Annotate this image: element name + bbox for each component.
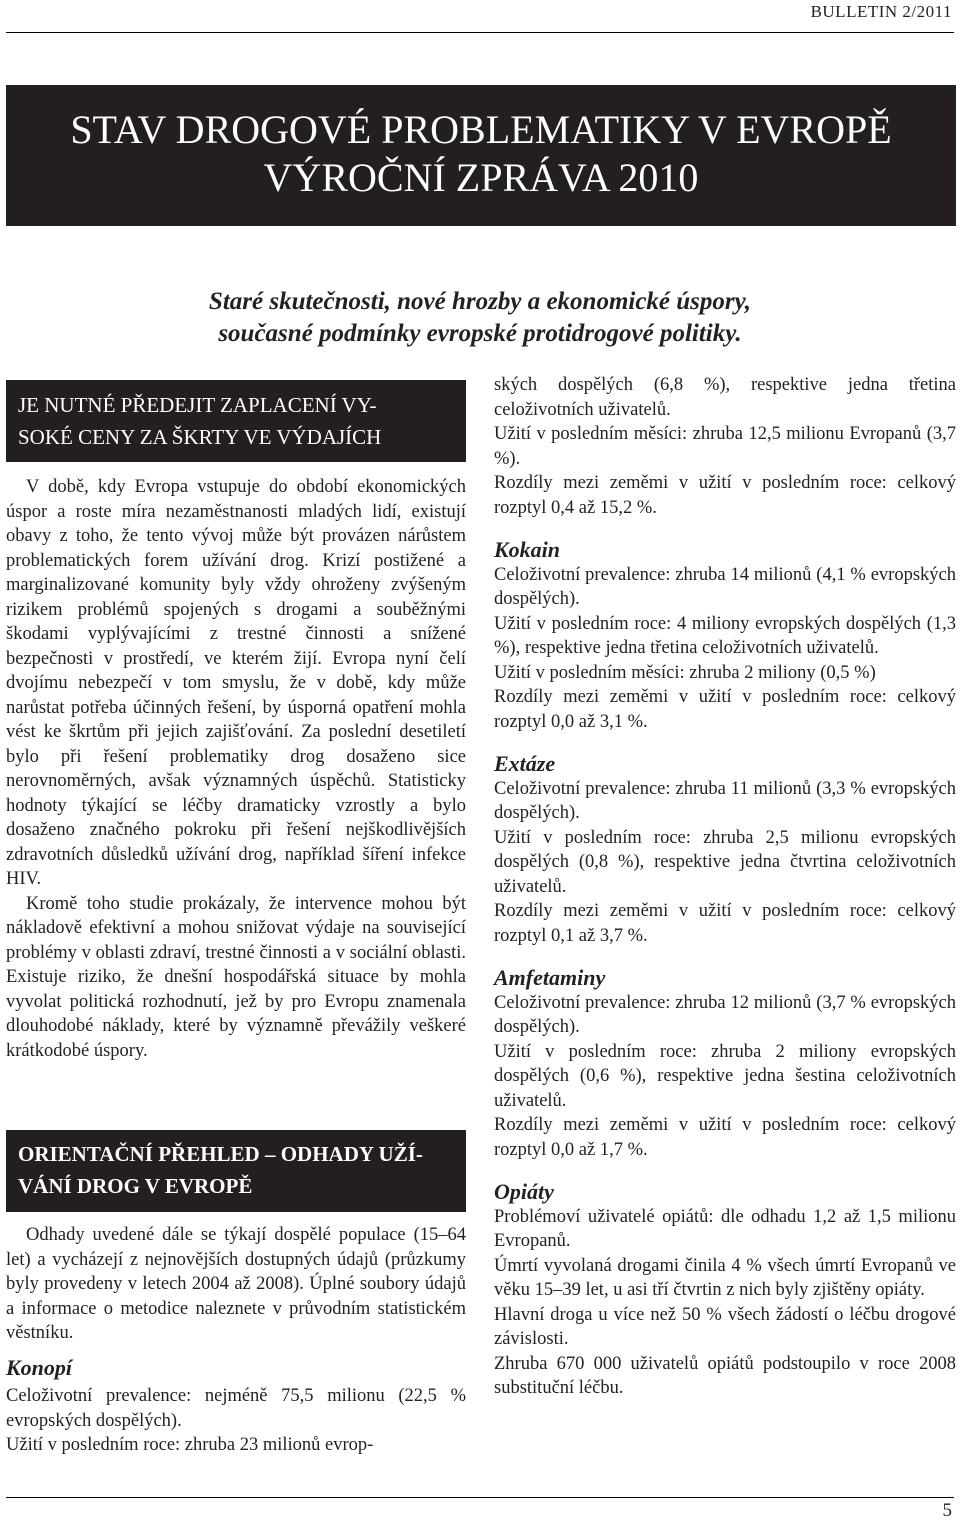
right-column — [494, 373, 956, 1401]
kokain-lastmonth: Užití v posledním měsíci: zhruba 2 miliony (0,5 %) — [494, 662, 876, 683]
kokain-range: Rozdíly mezi zeměmi v užití v posledním roce: celkový rozptyl 0,0 až 3,1 %. — [494, 687, 956, 732]
left-column-lower — [6, 1223, 466, 1458]
section2-intro: Odhady uvedené dále se týkají dospělé populace (15–64 let) a vycházejí z nejnovějších dostupných údajů (průzkumy byly provedeny v letech 2004 až 2008). Úplné soubory údajů a informace o metodice naleznete v průvodním statistickém věstníku. — [6, 1225, 466, 1343]
kokain-lastyear: Užití v posledním roce: 4 miliony evropských dospělých (1,3 %), respektive jedna třetina celoživotních uživatelů. — [494, 613, 956, 658]
page-number: 5 — [942, 1500, 952, 1521]
extaze-lifetime: Celoživotní prevalence: zhruba 11 milionů (3,3 % evropských dospělých). — [494, 778, 956, 823]
section1-heading — [6, 380, 466, 462]
section2-heading — [6, 1130, 466, 1212]
amfetaminy-range: Rozdíly mezi zeměmi v užití v posledním roce: celkový rozptyl 0,0 až 1,7 %. — [494, 1115, 956, 1160]
opiaty-title: Opiáty — [494, 1179, 554, 1204]
amfetaminy-title: Amfetaminy — [494, 965, 606, 990]
kokain-lifetime: Celoživotní prevalence: zhruba 14 milionů (4,1 % evropských dospělých). — [494, 564, 956, 609]
konopi-range: Rozdíly mezi zeměmi v užití v posledním roce: celkový rozptyl 0,4 až 15,2 %. — [494, 473, 956, 518]
section1-para1: V době, kdy Evropa vstupuje do období ekonomických úspor a roste míra nezaměstnanosti mladých lidí, existují obavy z toho, že tento vývoj může být provázen nárůstem problematických forem užívání drog. Krizí postižené a marginalizované komunity byly vždy ohroženy zvýšeným rizikem problémů spojených s drogami a souběžnými škodami vyplývajícími z trestné činnosti a snížené bezpečnosti v prostředí, ve kterém žijí. Evropa nyní čelí dvojímu nebezpečí v tom smyslu, že v době, kdy může narůstat potřeba účinných řešení, by úsporná opatření mohla vést ke škrtům při jejich zajišťování. Za poslední desetiletí bylo při řešení problematiky drog dosaženo sice nerovnoměrných, avšak významných úspěchů. Statisticky hodnoty týkající se léčby dramaticky vzrostly a bylo dosaženo značného pokroku při řešení nejškodlivějších zdravotních důsledků užívání drog, například šíření infekce HIV. — [6, 477, 466, 889]
bulletin-label: BULLETIN 2/2011 — [810, 2, 952, 21]
header-rule — [6, 32, 954, 33]
extaze-range: Rozdíly mezi zeměmi v užití v posledním roce: celkový rozptyl 0,1 až 3,7 %. — [494, 901, 956, 946]
footer-rule — [6, 1497, 954, 1498]
title-line2: VÝROČNÍ ZPRÁVA 2010 — [263, 155, 699, 200]
subtitle-line1: Staré skutečnosti, nové hrozby a ekonomické úspory, — [208, 288, 752, 315]
konopi-lastyear-cont: ských dospělých (6,8 %), respektive jedna třetina celoživotních uživatelů. — [494, 375, 956, 420]
extaze-lastyear: Užití v posledním roce: zhruba 2,5 milionu evropských dospělých (0,8 %), respektive jedna čtvrtina celoživotních uživatelů. — [494, 827, 956, 897]
title-banner — [6, 85, 956, 226]
section1-heading-line2: SOKÉ CENY ZA ŠKRTY VE VÝDAJÍCH — [18, 425, 382, 449]
konopi-lifetime: Celoživotní prevalence: nejméně 75,5 milionu (22,5 % evropských dospělých). — [6, 1386, 466, 1431]
section1-heading-line1: JE NUTNÉ PŘEDEJIT ZAPLACENÍ VY- — [18, 393, 377, 417]
extaze-title: Extáze — [494, 751, 556, 776]
kokain-title: Kokain — [494, 537, 561, 562]
subtitle-line2: současné podmínky evropské protidrogové politiky. — [218, 320, 742, 347]
opiaty-deaths: Úmrtí vyvolaná drogami činila 4 % všech úmrtí Evropanů ve věku 15–39 let, u asi tří čtvrtin z nich byly zjištěny opiáty. — [494, 1255, 956, 1300]
konopi-lastyear: Užití v posledním roce: zhruba 23 milionů evrop- — [6, 1435, 374, 1455]
konopi-title: Konopí — [6, 1354, 73, 1380]
opiaty-problem-users: Problémoví uživatelé opiátů: dle odhadu 1,2 až 1,5 milionu Evropanů. — [494, 1206, 956, 1251]
amfetaminy-lifetime: Celoživotní prevalence: zhruba 12 milionů (3,7 % evropských dospělých). — [494, 992, 956, 1037]
section1-para2: Kromě toho studie prokázaly, že intervence mohou být nákladově efektivní a mohou snižovat výdaje na související problémy v oblasti zdraví, trestné činnosti a v sociální oblasti. Existuje riziko, že dnešní hospodářská situace by mohla vyvolat politická rozhodnutí, jež by pro Evropu znamenala dlouhodobé náklady, které by významně převážily veškeré krátkodobé úspory. — [6, 893, 466, 1061]
title-line1: STAV DROGOVÉ PROBLEMATIKY V EVROPĚ — [70, 107, 892, 152]
konopi-lastmonth: Užití v posledním měsíci: zhruba 12,5 milionu Evropanů (3,7 %). — [494, 424, 956, 469]
opiaty-substitution: Zhruba 670 000 uživatelů opiátů podstoupilo v roce 2008 substituční léčbu. — [494, 1353, 956, 1398]
left-column — [6, 475, 466, 1063]
amfetaminy-lastyear: Užití v posledním roce: zhruba 2 miliony evropských dospělých (0,6 %), respektive jedna šestina celoživotních uživatelů. — [494, 1041, 956, 1111]
section2-heading-line1: ORIENTAČNÍ PŘEHLED – ODHADY UŽÍ- — [18, 1142, 423, 1166]
section2-heading-line2: VÁNÍ DROG V EVROPĚ — [18, 1174, 253, 1198]
opiaty-treatment-demand: Hlavní droga u více než 50 % všech žádostí o léčbu drogové závislosti. — [494, 1304, 956, 1349]
